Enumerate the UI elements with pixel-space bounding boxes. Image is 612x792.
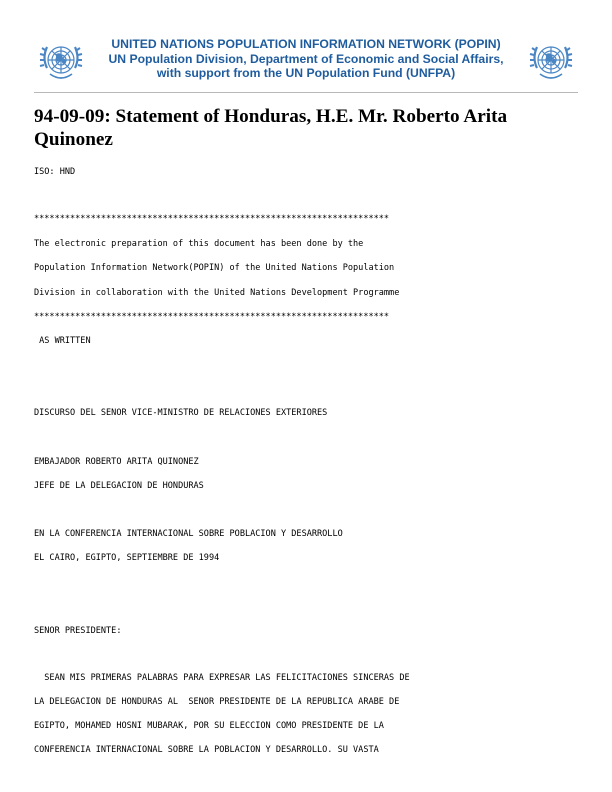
body-line: LA DELEGACION DE HONDURAS AL SENOR PRESIDENTE DE LA REPUBLICA ARABE DE [34, 697, 400, 707]
speech-heading-line: DISCURSO DEL SENOR VICE-MINISTRO DE RELACIONES EXTERIORES [34, 408, 328, 418]
un-emblem-icon [38, 38, 84, 84]
body-line: Population Information Network(POPIN) of the United Nations Population [34, 263, 395, 273]
body-line: The electronic preparation of this document has been done by the [34, 239, 364, 249]
conference-line: EN LA CONFERENCIA INTERNACIONAL SOBRE POBLACION Y DESARROLLO [34, 529, 343, 539]
document-title: 94-09-09: Statement of Honduras, H.E. Mr. Roberto Arita Quinonez [34, 106, 508, 150]
place-date-line: EL CAIRO, EGIPTO, SEPTIEMBRE DE 1994 [34, 553, 220, 563]
speaker-role-line: JEFE DE LA DELEGACION DE HONDURAS [34, 481, 204, 491]
body-line: SEAN MIS PRIMERAS PALABRAS PARA EXPRESAR LAS FELICITACIONES SINCERAS DE [34, 673, 410, 683]
header-line-2: UN Population Division, Department of Economic and Social Affairs, [108, 51, 504, 66]
as-written-line: AS WRITTEN [34, 336, 91, 346]
separator-line: ********************************************************************* [34, 214, 390, 224]
speaker-name-line: EMBAJADOR ROBERTO ARITA QUINONEZ [34, 457, 199, 467]
body-line: EGIPTO, MOHAMED HOSNI MUBARAK, POR SU ELECCION COMO PRESIDENTE DE LA [34, 721, 384, 731]
popin-header-text [90, 37, 522, 81]
body-line: CONFERENCIA INTERNACIONAL SOBRE LA POBLACION Y DESARROLLO. SU VASTA [34, 745, 379, 755]
separator-line: ********************************************************************* [34, 312, 390, 322]
header-line-3: with support from the UN Population Fund (UNFPA) [156, 66, 456, 80]
body-line: Division in collaboration with the United Nations Development Programme [34, 288, 400, 298]
popin-header [34, 34, 578, 93]
iso-code-line: ISO: HND [34, 167, 76, 177]
un-emblem-icon [528, 38, 574, 84]
header-line-1: UNITED NATIONS POPULATION INFORMATION NETWORK (POPIN) [111, 37, 501, 51]
salutation-line: SENOR PRESIDENTE: [34, 626, 122, 636]
